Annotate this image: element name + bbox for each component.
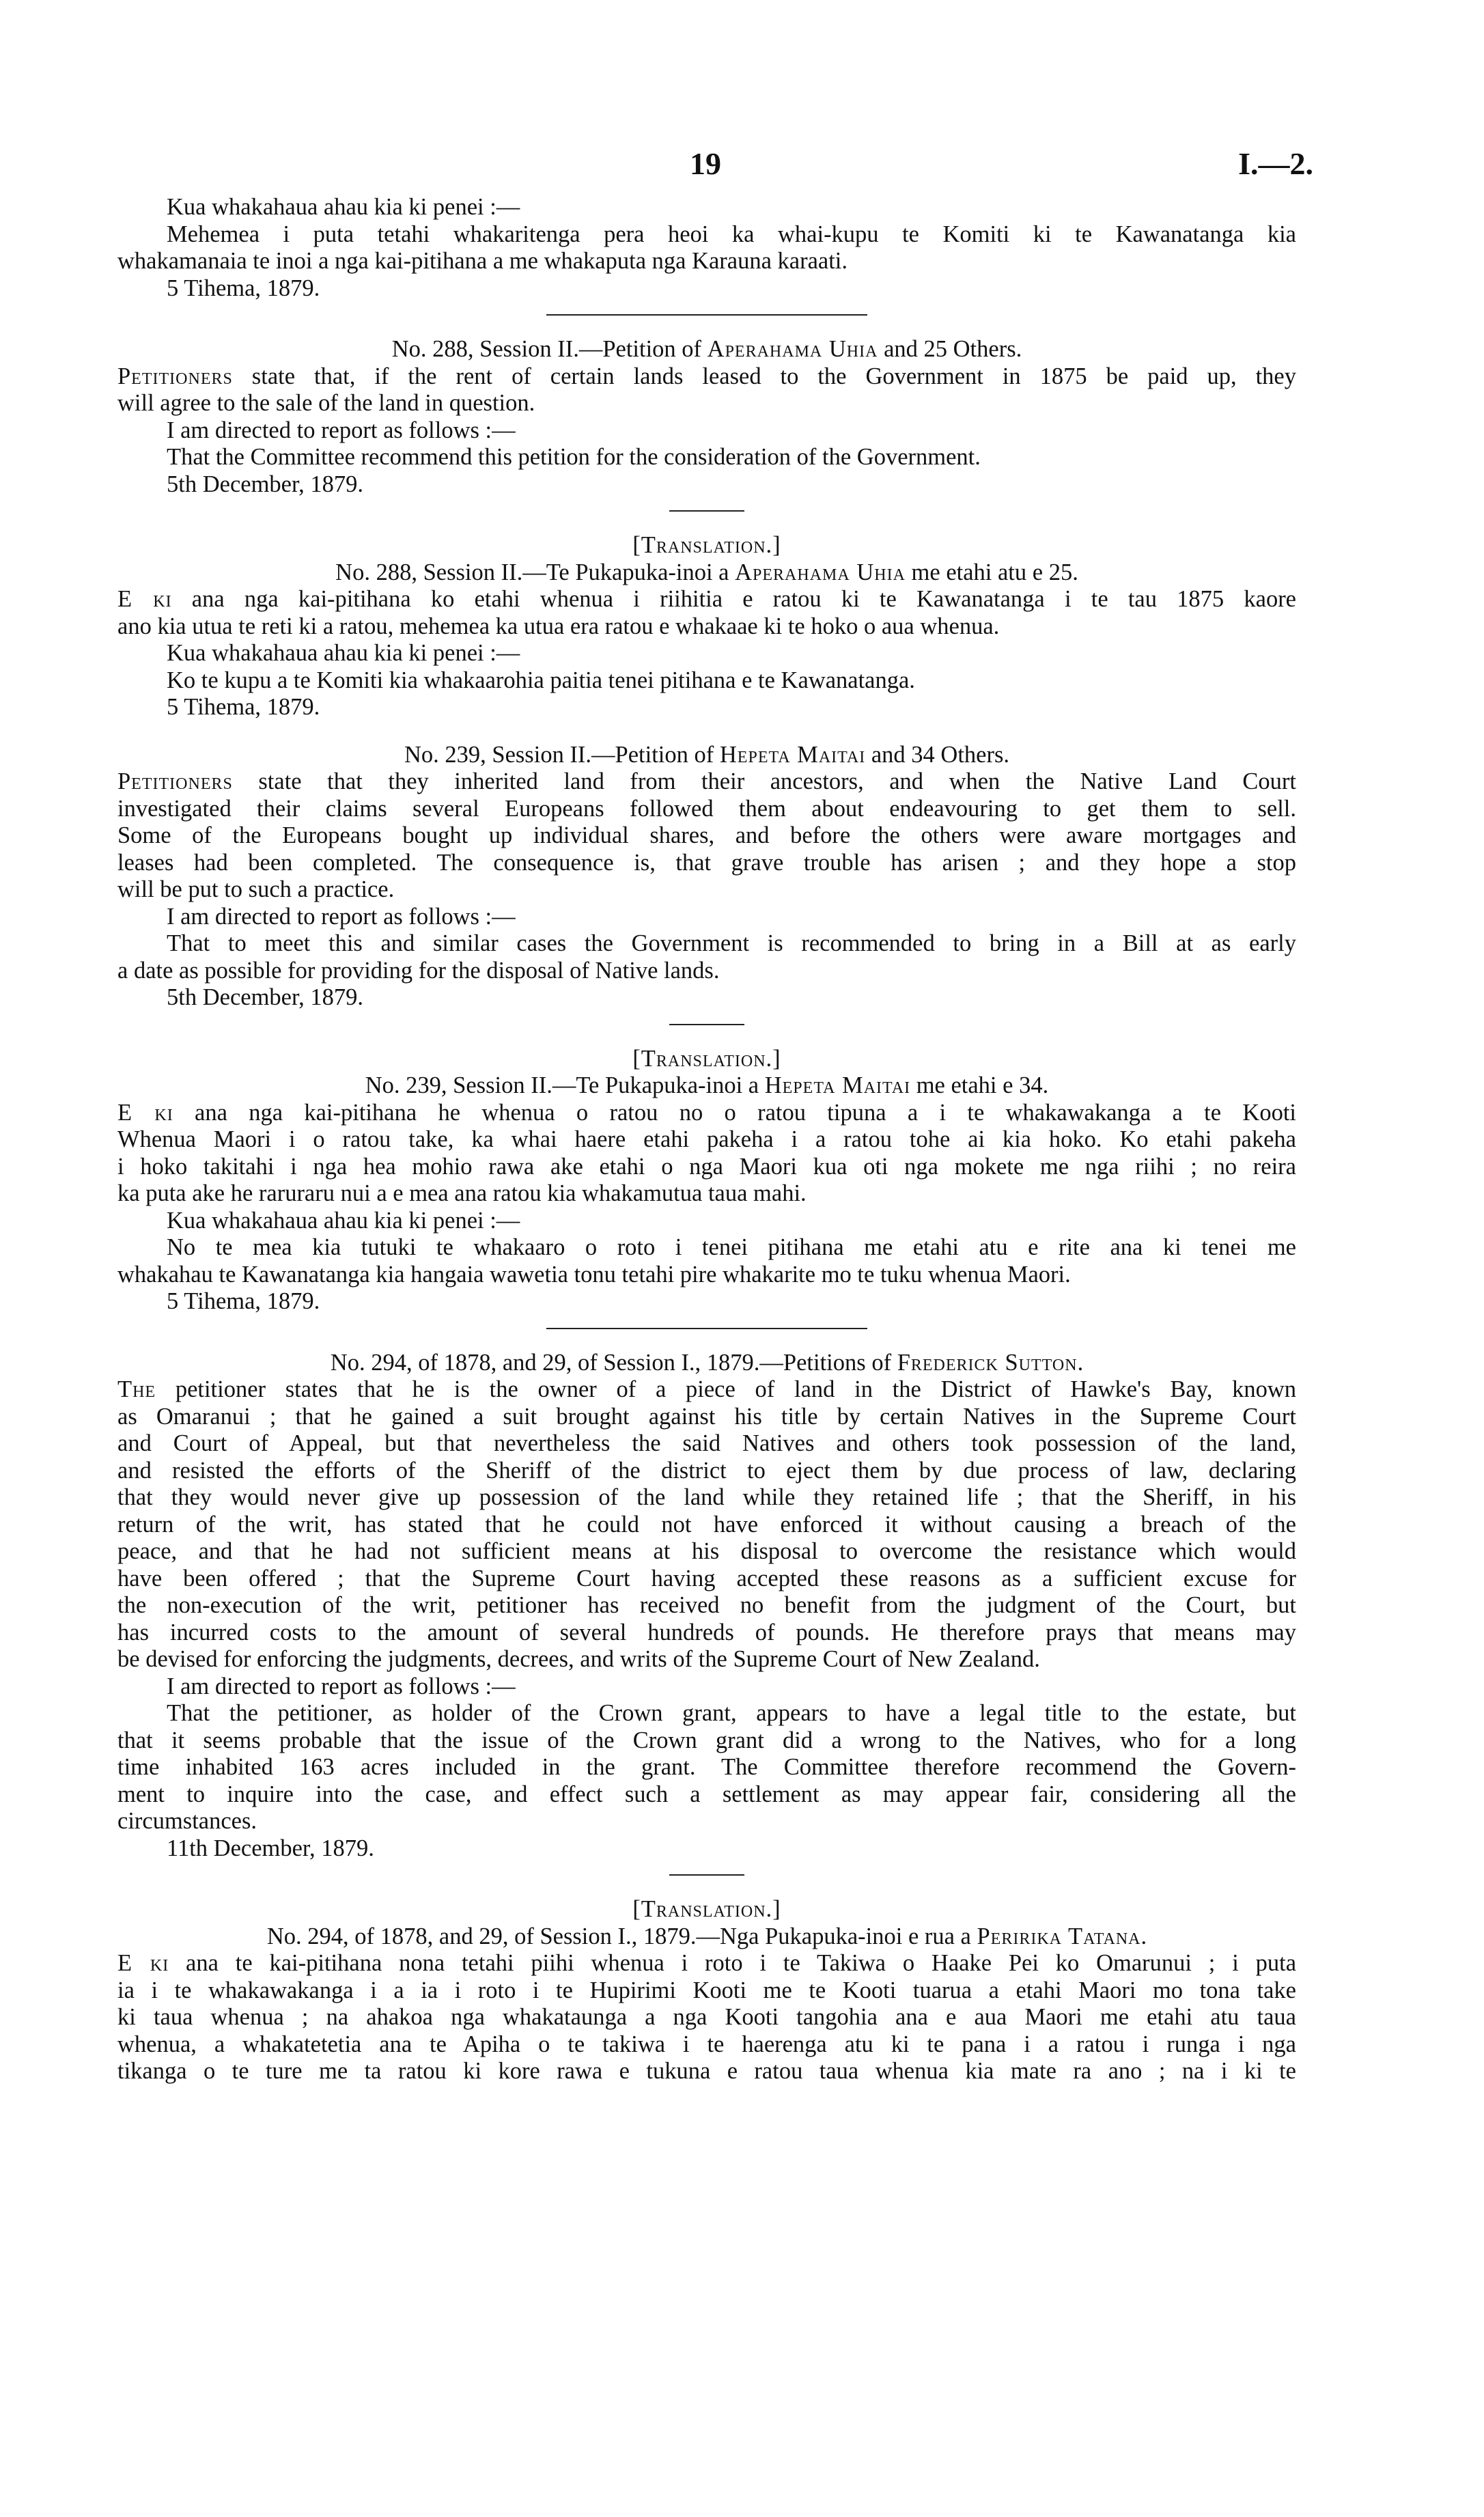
section-title: No. 294, of 1878, and 29, of Session I., 1879.—Nga Pukapuka-inoi e rua a Peririka Tatana. bbox=[266, 1923, 1147, 1949]
body-line: will be put to such a practice. bbox=[117, 876, 395, 902]
body-line: That the Committee recommend this petition for the consideration of the Government. bbox=[167, 444, 981, 470]
document-reference: I.—2. bbox=[1238, 146, 1313, 181]
section-title: No. 239, Session II.—Te Pukapuka-inoi a Hepeta Maitai me etahi e 34. bbox=[365, 1072, 1049, 1098]
body-line: and resisted the efforts of the Sheriff of the district to eject them by due process of law, declaring bbox=[117, 1457, 1296, 1484]
page-content bbox=[117, 194, 1296, 2085]
body-line: Petitioners state that, if the rent of certain lands leased to the Government in 1875 be paid up, they bbox=[117, 363, 1296, 389]
section-title: No. 294, of 1878, and 29, of Session I., 1879.—Petitions of Frederick Sutton. bbox=[330, 1349, 1084, 1376]
body-line: Kua whakahaua ahau kia ki penei :— bbox=[167, 194, 520, 220]
body-line: i hoko takitahi i nga hea mohio rawa ake etahi o nga Maori kua oti nga mokete me nga riihi ; no reira bbox=[117, 1153, 1296, 1180]
body-line: The petitioner states that he is the owner of a piece of land in the District of Hawke's Bay, known bbox=[117, 1376, 1296, 1402]
body-line: No te mea kia tutuki te whakaaro o roto i tenei pitihana me etahi atu e rite ana ki tenei me bbox=[167, 1234, 1296, 1260]
section-translation-239 bbox=[117, 1046, 1296, 1316]
page-header bbox=[0, 145, 1484, 186]
translation-label: [Translation.] bbox=[632, 532, 781, 558]
body-line: ki taua whenua ; na ahakoa nga whakataunga a nga Kooti tangohia ana e aua Maori me etahi atu taua bbox=[117, 2004, 1296, 2030]
body-line: return of the writ, has stated that he could not have enforced it without causing a breach of the bbox=[117, 1511, 1296, 1538]
body-line: that it seems probable that the issue of the Crown grant did a wrong to the Natives, who for a long bbox=[117, 1727, 1296, 1753]
body-line: I am directed to report as follows :— bbox=[167, 1673, 516, 1699]
section-translation-294 bbox=[117, 1896, 1296, 2085]
body-line: I am directed to report as follows :— bbox=[167, 903, 516, 930]
body-line: ka puta ake he raruraru nui a e mea ana ratou kia whakamutua taua mahi. bbox=[117, 1180, 807, 1206]
body-line: whenua, a whakatetetia ana te Apiha o te takiwa i te haerenga atu ki te pana i a ratou i runga i nga bbox=[117, 2031, 1296, 2057]
body-line: whakamanaia te inoi a nga kai-pitihana a me whakaputa nga Karauna karaati. bbox=[117, 248, 848, 274]
body-line: be devised for enforcing the judgments, decrees, and writs of the Supreme Court of New Zealand. bbox=[117, 1646, 1040, 1672]
date-line: 11th December, 1879. bbox=[167, 1835, 374, 1861]
body-line: ano kia utua te reti ki a ratou, mehemea ka utua era ratou e whakaae ki te hoko o aua whenua. bbox=[117, 613, 1000, 639]
page-number: 19 bbox=[690, 146, 721, 181]
body-line: leases had been completed. The consequence is, that grave trouble has arisen ; and they hope a stop bbox=[117, 849, 1296, 876]
body-line: Mehemea i puta tetahi whakaritenga pera heoi ka whai-kupu te Komiti ki te Kawanatanga kia bbox=[167, 221, 1296, 247]
body-line: a date as possible for providing for the disposal of Native lands. bbox=[117, 957, 720, 984]
date-line: 5 Tihema, 1879. bbox=[167, 275, 320, 301]
translation-label: [Translation.] bbox=[632, 1045, 781, 1072]
date-line: 5 Tihema, 1879. bbox=[167, 694, 320, 720]
body-line: E ki ana te kai-pitihana nona tetahi piihi whenua i roto i te Takiwa o Haake Pei ko Omarunui ; i puta bbox=[117, 1950, 1297, 1976]
body-line: peace, and that he had not sufficient means at his disposal to overcome the resistance which would bbox=[117, 1538, 1296, 1564]
section-petition-288 bbox=[117, 336, 1296, 498]
body-line: That to meet this and similar cases the Government is recommended to bring in a Bill at as early bbox=[167, 930, 1296, 956]
body-line: Some of the Europeans bought up individual shares, and before the others were aware mortgages and bbox=[117, 822, 1296, 848]
translation-label: [Translation.] bbox=[632, 1896, 781, 1922]
body-line: whakahau te Kawanatanga kia hangaia wawetia tonu tetahi pire whakarite mo te tuku whenua Maori. bbox=[117, 1261, 1071, 1288]
body-line: have been offered ; that the Supreme Court having accepted these reasons as a sufficient excuse for bbox=[117, 1565, 1296, 1591]
body-line: E ki ana nga kai-pitihana he whenua o ratou no o ratou tipuna a i te whakawakanga a te Kooti bbox=[117, 1099, 1296, 1126]
section-title: No. 239, Session II.—Petition of Hepeta Maitai and 34 Others. bbox=[404, 741, 1010, 768]
section-title: No. 288, Session II.—Petition of Aperahama Uhia and 25 Others. bbox=[391, 336, 1022, 362]
body-line: tikanga o te ture me ta ratou ki kore rawa e tukuna e ratou taua whenua kia mate ra ano ; na i ki te bbox=[117, 2058, 1296, 2084]
body-line: Whenua Maori i o ratou take, ka whai haere etahi pakeha i a ratou tohe ai kia hoko. Ko etahi pakeha bbox=[117, 1126, 1296, 1152]
section-petition-294 bbox=[117, 1350, 1296, 1863]
body-line: ia i te whakawakanga i a ia i roto i te Hupirimi Kooti me te Kooti tuarua a etahi Maori mo tona take bbox=[117, 1977, 1296, 2003]
section-petition-239 bbox=[117, 742, 1296, 1012]
body-line: the non-execution of the writ, petitioner has received no benefit from the judgment of the Court, but bbox=[117, 1592, 1296, 1618]
body-line: ment to inquire into the case, and effect such a settlement as may appear fair, considering all the bbox=[117, 1781, 1296, 1807]
body-line: Petitioners state that they inherited land from their ancestors, and when the Native Land Court bbox=[117, 768, 1296, 794]
body-line: I am directed to report as follows :— bbox=[167, 417, 516, 443]
body-line: will agree to the sale of the land in question. bbox=[117, 390, 535, 416]
body-line: and Court of Appeal, but that nevertheless the said Natives and others took possession of the land, bbox=[117, 1430, 1296, 1456]
body-line: That the petitioner, as holder of the Crown grant, appears to have a legal title to the estate, but bbox=[167, 1700, 1296, 1726]
date-line: 5th December, 1879. bbox=[167, 984, 363, 1010]
body-line: has incurred costs to the amount of several hundreds of pounds. He therefore prays that means may bbox=[117, 1619, 1296, 1645]
section-translation-288 bbox=[117, 532, 1296, 721]
date-line: 5 Tihema, 1879. bbox=[167, 1288, 320, 1314]
body-line: investigated their claims several Europeans followed them about endeavouring to get them to sell. bbox=[117, 795, 1296, 822]
section-title: No. 288, Session II.—Te Pukapuka-inoi a Aperahama Uhia me etahi atu e 25. bbox=[335, 559, 1078, 585]
body-line: Kua whakahaua ahau kia ki penei :— bbox=[167, 640, 520, 666]
body-line: E ki ana nga kai-pitihana ko etahi whenua i riihitia e ratou ki te Kawanatanga i te tau 1875 kaore bbox=[117, 586, 1296, 612]
body-line: as Omaranui ; that he gained a suit brought against his title by certain Natives in the Supreme Court bbox=[117, 1403, 1296, 1430]
body-line: that they would never give up possession of the land while they retained life ; that the Sheriff, in his bbox=[117, 1484, 1296, 1510]
body-line: Kua whakahaua ahau kia ki penei :— bbox=[167, 1207, 520, 1234]
body-line: circumstances. bbox=[117, 1808, 257, 1834]
section-continuation bbox=[117, 194, 1296, 302]
body-line: time inhabited 163 acres included in the grant. The Committee therefore recommend the Govern- bbox=[117, 1754, 1296, 1780]
date-line: 5th December, 1879. bbox=[167, 471, 363, 497]
body-line: Ko te kupu a te Komiti kia whakaarohia paitia tenei pitihana e te Kawanatanga. bbox=[167, 667, 915, 693]
